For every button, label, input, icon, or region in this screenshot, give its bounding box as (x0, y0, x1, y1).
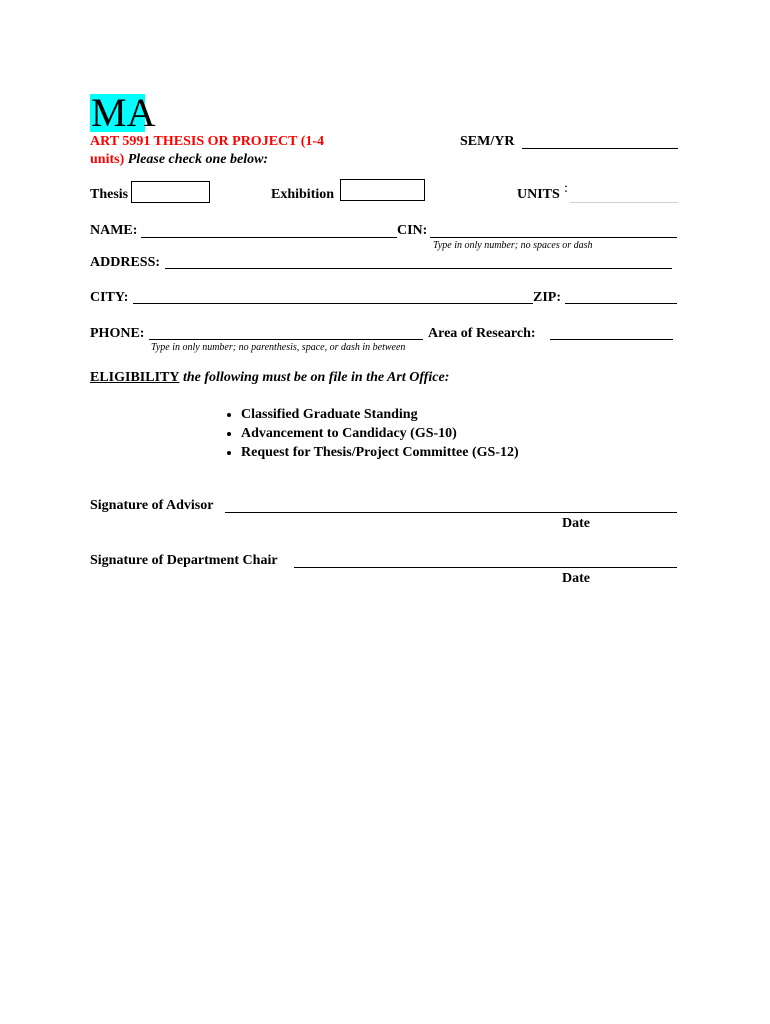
chair-date-label: Date (562, 571, 590, 586)
eligibility-heading (90, 370, 449, 386)
program-badge: MA (91, 90, 156, 135)
thesis-checkbox[interactable] (131, 181, 210, 203)
city-field[interactable] (133, 303, 533, 304)
phone-hint: Type in only number; no parenthesis, space, or dash in between (151, 342, 406, 353)
units-colon: : (564, 181, 568, 196)
cin-hint: Type in only number; no spaces or dash (433, 240, 593, 251)
eligibility-item: • Advancement to Candidacy (GS-10) (241, 424, 519, 443)
thesis-label: Thesis (90, 187, 129, 202)
sem-yr-label: SEM/YR (460, 134, 515, 149)
zip-label: ZIP: (533, 290, 561, 305)
form-title-units: units) (90, 152, 125, 167)
eligibility-item: • Classified Graduate Standing (241, 405, 519, 424)
cin-label: CIN: (397, 223, 428, 238)
area-of-research-label: Area of Research: (428, 326, 536, 341)
form-title-line2 (90, 152, 268, 168)
advisor-signature-label: Signature of Advisor (90, 498, 214, 513)
address-label: ADDRESS: (90, 255, 161, 270)
area-of-research-field[interactable] (550, 339, 673, 340)
form-instruction: Please check one below: (127, 152, 269, 167)
advisor-signature-field[interactable] (225, 512, 677, 513)
advisor-date-label: Date (562, 516, 590, 531)
chair-signature-field[interactable] (294, 567, 677, 568)
eligibility-subtitle: the following must be on file in the Art Office: (182, 370, 450, 385)
eligibility-list (219, 405, 519, 462)
phone-label: PHONE: (90, 326, 145, 341)
form-title-line1: ART 5991 THESIS OR PROJECT (1-4 (90, 134, 325, 149)
zip-field[interactable] (565, 303, 677, 304)
units-label: UNITS (517, 187, 560, 202)
eligibility-title: ELIGIBILITY (90, 370, 180, 385)
exhibition-checkbox[interactable] (340, 179, 425, 201)
chair-signature-label: Signature of Department Chair (90, 553, 278, 568)
cin-field[interactable] (430, 237, 677, 238)
sem-yr-field[interactable] (522, 148, 678, 149)
units-field[interactable] (570, 202, 678, 203)
address-field[interactable] (165, 268, 672, 269)
eligibility-item: • Request for Thesis/Project Committee (GS-12) (241, 443, 519, 462)
phone-field[interactable] (149, 339, 423, 340)
city-label: CITY: (90, 290, 129, 305)
name-label: NAME: (90, 223, 138, 238)
exhibition-label: Exhibition (271, 187, 335, 202)
name-field[interactable] (141, 237, 397, 238)
